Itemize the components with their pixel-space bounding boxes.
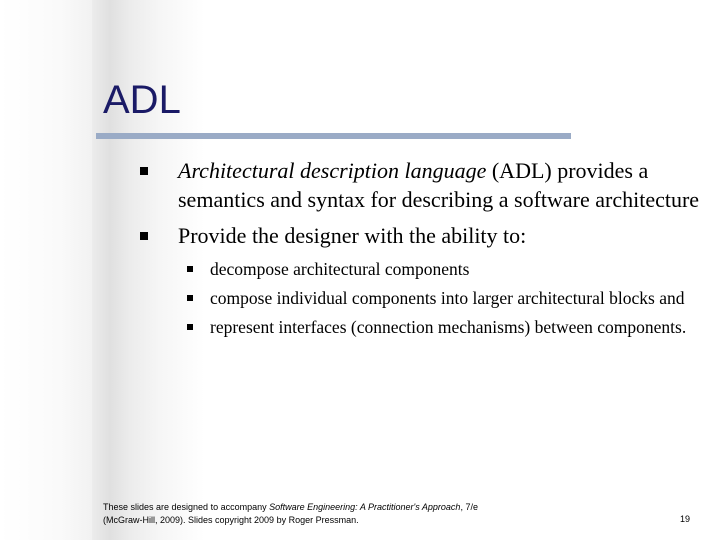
square-bullet-icon (187, 295, 193, 301)
footer-line-2: (McGraw-Hill, 2009). Slides copyright 2009 by Roger Pressman. (103, 515, 359, 525)
footer-book-title: Software Engineering: A Practitioner's Approach (269, 502, 461, 512)
bullet-item-adl-definition (140, 156, 700, 214)
title-underline (96, 133, 571, 139)
bullet-item-designer-ability (140, 221, 700, 339)
sub-bullet-list (178, 258, 700, 339)
square-bullet-icon (187, 266, 193, 272)
bullet-text: Provide the designer with the ability to: (178, 223, 527, 248)
sub-bullet-item (178, 287, 700, 310)
sub-bullet-text: decompose architectural components (210, 259, 470, 279)
page-number: 19 (679, 514, 690, 524)
slide-title: ADL (103, 78, 181, 122)
sub-bullet-text: represent interfaces (connection mechanisms) between components. (210, 317, 687, 337)
footer-line-1 (103, 501, 663, 514)
sub-bullet-item (178, 258, 700, 281)
bullet-text: (ADL) provides a semantics and syntax for describing a software architecture (178, 158, 700, 212)
slide-footer (103, 501, 663, 527)
background-band (0, 0, 92, 540)
sub-bullet-item (178, 316, 700, 339)
square-bullet-icon (187, 324, 193, 330)
slide-body (140, 156, 700, 346)
square-bullet-icon (140, 232, 148, 240)
bullet-term: Architectural description language (178, 158, 487, 183)
sub-bullet-text: compose individual components into larger architectural blocks and (210, 288, 685, 308)
footer-text: , 7/e (460, 502, 478, 512)
square-bullet-icon (140, 167, 148, 175)
bullet-list (140, 156, 700, 339)
footer-text: These slides are designed to accompany (103, 502, 270, 512)
